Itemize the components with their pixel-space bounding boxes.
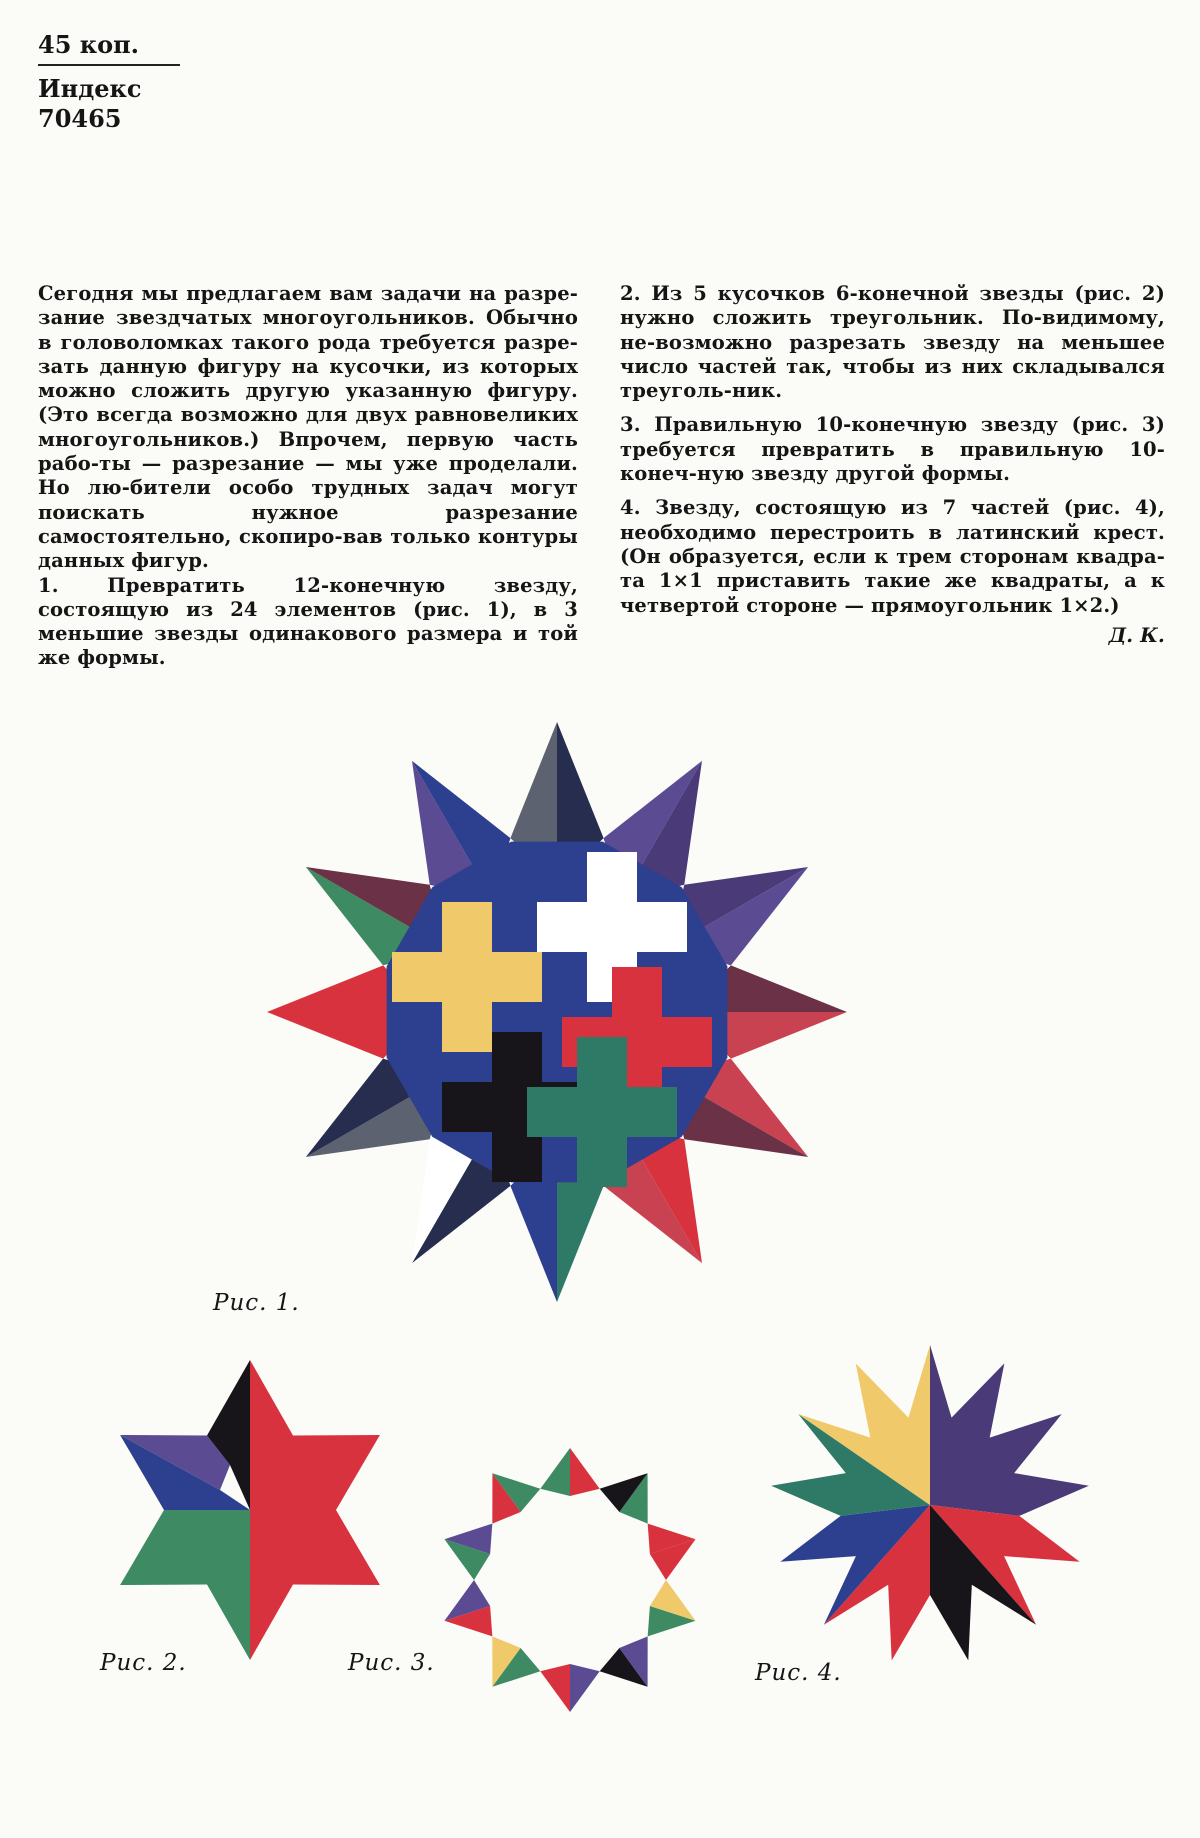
intro-paragraph: Сегодня мы предлагаем вам задачи на разре-зание звездчатых многоугольников. Обычно в головоломках такого рода требуется разре-зать данную фигуру на кусочки, из которых можно сложить другую указанную фигуру. (Это всегда возможно для двух равновеликих многоугольников.) Впрочем, первую часть рабо-ты — разрезание — мы уже проделали. Но лю-бители особо трудных задач могут поискать нужное разрезание самостоятельно, скопиро-вав только контуры данных фигур. [38,282,578,573]
figure-3-ten-point-star [430,1440,710,1720]
piece-red [250,1360,380,1660]
ring-spike-6 [540,1664,570,1712]
problem-3-paragraph: 3. Правильную 10-конечную звезду (рис. 3) требуется превратить в правильную 10-конеч-ную звезду другой формы. [620,413,1165,486]
ring-spike-1 [570,1448,600,1496]
figure-1-caption: Рис. 1. [213,1290,300,1316]
header-divider [38,64,180,66]
index-label: Индекс 70465 [38,74,142,133]
text-column-left [38,282,578,671]
author-signature: Д. К. [1108,623,1165,647]
problem-2-paragraph: 2. Из 5 кусочков 6-конечной звезды (рис. 2) нужно сложить треугольник. По-видимому, не-возможно разрезать звезду на меньшее число частей так, чтобы из них складывался треуголь-ник. [620,282,1165,403]
page-header [38,30,198,134]
piece-purple [930,1345,1089,1516]
text-column-right [620,282,1165,648]
figure-3-caption: Рис. 3. [348,1650,435,1676]
figure-2-six-point-star [100,1360,400,1660]
ring-wedge-6 [570,1664,600,1712]
figure-1-twelve-point-star [230,720,890,1340]
figure-2-caption: Рис. 2. [100,1650,187,1676]
problem-1-paragraph: 1. Превратить 12-конечную звезду, состоящую из 24 элементов (рис. 1), в 3 меньшие звезды одинакового размера и той же формы. [38,573,578,670]
problem-4-paragraph: 4. Звезду, состоящую из 7 частей (рис. 4), необходимо перестроить в латинский крест. (Он образуется, если к трем сторонам квадра-та 1×1 приставить такие же квадраты, а к четвертой стороне — прямоугольник 1×2.) [620,496,1165,617]
figure-4-caption: Рис. 4. [755,1660,842,1686]
figure-4-seven-piece-star [760,1345,1100,1675]
ring-wedge-1 [540,1448,570,1496]
piece-green [120,1510,250,1660]
price-label: 45 коп. [38,30,140,59]
